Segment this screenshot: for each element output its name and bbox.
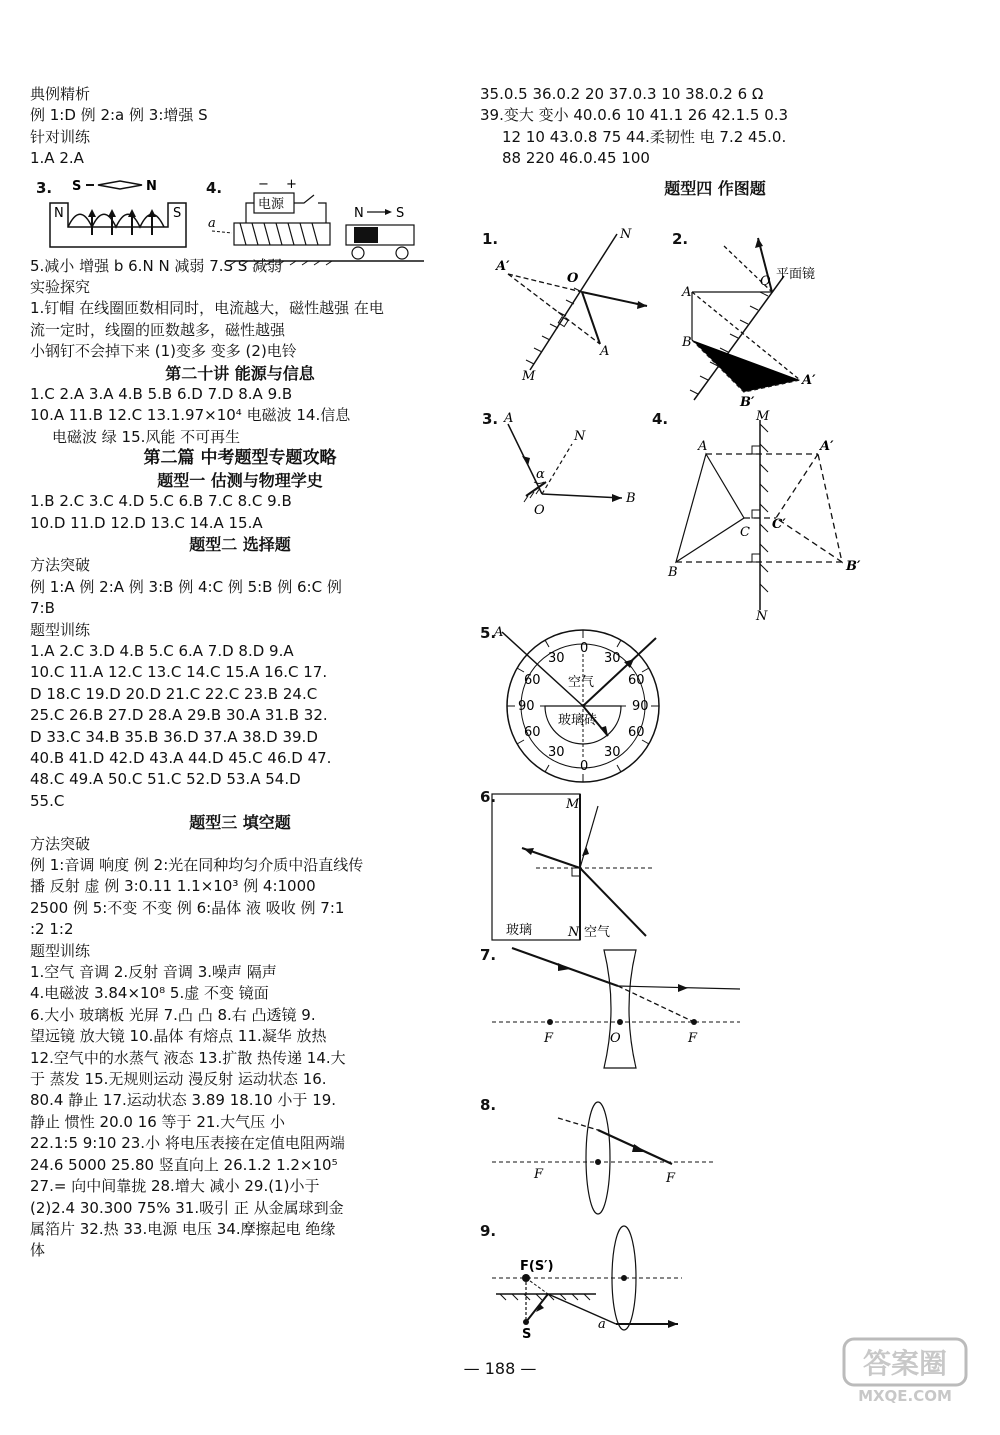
label-o2: O [760,274,771,289]
answer-line: 针对训练 [30,127,91,146]
deg-0-top: 0 [580,641,589,656]
answer-line: 1.空气 音调 2.反射 音调 3.噪声 隔声 [30,963,277,982]
answer-line: 39.变大 变小 40.0.6 10 41.1 26 42.1.5 0.3 [480,106,789,125]
figure-label: 4. [206,179,223,197]
answer-line: 6.大小 玻璃板 光屏 7.凸 凸 8.右 凸透镜 9. [30,1005,316,1024]
figure-label: 3. [36,179,53,197]
label-a: A [600,344,610,359]
figure-r9-lens-mirror [478,1220,708,1350]
point-a: a [208,216,216,231]
answer-line: 10.D 11.D 12.D 13.C 14.A 15.A [30,513,263,532]
section-heading: 题型四 作图题 [664,178,766,198]
label-b-prime4: B′ [846,559,861,574]
glass-label: 玻璃 [506,923,533,938]
section-heading: 题型二 选择题 [189,534,291,554]
answer-line: 例 1:A 例 2:A 例 3:B 例 4:C 例 5:B 例 6:C 例 [30,577,342,596]
answer-line: 播 反射 虚 例 3:0.11 1.1×10³ 例 4:1000 [30,877,316,896]
answer-line: 体 [30,1241,46,1260]
answer-line: 40.B 41.D 42.D 43.A 44.D 45.C 46.D 47. [30,748,332,767]
deg-60-tr: 60 [628,673,645,688]
air-label5: 空气 [568,675,595,690]
figure-4-solenoid-cart [206,175,426,275]
label-a-prime4: A′ [820,439,834,454]
label-f7-left: F [544,1031,554,1046]
answer-line: 实验探究 [30,278,91,297]
cart-n: N [354,206,364,221]
answer-line: 1.A 2.C 3.D 4.B 5.C 6.A 7.D 8.D 9.A [30,641,294,660]
figure-label: 8. [480,1096,497,1114]
answer-line: 典例精析 [30,85,91,103]
answer-line: 22.1:5 9:10 23.小 将电压表接在定值电阻两端 [30,1134,345,1153]
answer-line: 属箔片 32.热 33.电源 电压 34.摩擦起电 绝缘 [30,1219,336,1238]
glass-brick-label: 玻璃砖 [558,713,598,728]
minus-sign: − [258,177,269,192]
deg-30-bl: 30 [548,745,565,760]
page-number: — 188 — [463,1359,537,1378]
answer-line: 48.C 49.A 50.C 51.C 52.D 53.A 54.D [30,770,301,789]
label-b3: B [626,491,636,506]
deg-90-l: 90 [518,699,535,714]
figure-label: 2. [672,230,689,248]
answer-line: D 33.C 34.B 35.B 36.D 37.A 38.D 39.D [30,727,318,746]
answer-line: 望远镜 放大镜 10.晶体 有熔点 11.凝华 放热 [30,1027,327,1046]
label-m4: M [756,409,770,424]
label-o3: O [534,503,545,518]
label-a2: A [682,285,692,300]
answer-line: 4.电磁波 3.84×10⁸ 5.虚 不变 镜面 [30,984,269,1003]
answer-line: 例 1:D 例 2:a 例 3:增强 S [30,106,208,125]
label-b2: B [682,335,692,350]
answer-line: 2500 例 5:不变 不变 例 6:晶体 液 吸收 例 7:1 [30,898,345,917]
section-heading: 题型一 估测与物理学史 [157,470,323,490]
answer-line: :2 1:2 [30,920,74,939]
answer-line: 55.C [30,791,65,810]
answer-line: 5.减小 增强 b 6.N N 减弱 7.S S 减弱 [30,256,283,275]
figure-r7-concave-lens [478,944,748,1084]
label-a-prime: A′ [496,259,510,274]
deg-0-bottom: 0 [580,759,589,774]
watermark-top: 答案圈 [862,1347,948,1380]
answer-line: 例 1:音调 响度 例 2:光在同种均匀介质中沿直线传 [30,856,364,874]
label-o7: O [610,1031,621,1046]
answer-line: 方法突破 [30,556,91,575]
label-a4: A [698,439,708,454]
label-o: O [567,271,579,286]
right-column [480,84,950,199]
pole-s-small: S [173,206,182,221]
figure-r2-plane-mirror [672,230,842,410]
pole-n: N [146,179,157,194]
label-a-prime2: A′ [802,373,816,388]
answer-line: 题型训练 [30,620,91,639]
label-a9: a [598,1317,606,1332]
label-n4: N [756,609,768,624]
label-f7-right: F [688,1031,698,1046]
answer-line: 12 10 43.0.8 75 44.柔韧性 电 7.2 45.0. [502,127,787,146]
deg-60-tl: 60 [524,673,541,688]
answer-line: (2)2.4 30.300 75% 31.吸引 正 从金属球到金 [30,1198,344,1217]
answer-line [480,170,950,178]
label-a5: A [494,625,504,640]
label-s9: S [522,1327,532,1342]
answer-line: 1.A 2.A [30,149,84,168]
answer-line: 静止 惯性 20.0 16 等于 21.大气压 小 [30,1112,285,1131]
section-heading: 第二十讲 能源与信息 [165,363,315,383]
figure-r5-protractor-refraction [478,624,678,794]
label-a3: A [504,411,514,426]
answer-line: 题型训练 [30,941,91,960]
deg-30-tl: 30 [548,651,565,666]
watermark-logo [840,1335,970,1405]
figure-label: 6. [480,788,497,806]
answer-line: 方法突破 [30,834,91,853]
plus-sign: + [286,177,297,192]
answer-line: 88 220 46.0.45 100 [502,149,650,168]
figure-label: 5. [480,624,497,642]
answer-line: 1.B 2.C 3.C 4.D 5.C 6.B 7.C 8.C 9.B [30,492,292,511]
deg-30-tr: 30 [604,651,621,666]
answer-line: 12.空气中的水蒸气 液态 13.扩散 热传递 14.大 [30,1048,346,1067]
label-c-prime4: C′ [772,517,786,532]
label-m6: M [566,797,580,812]
answer-line: 35.0.5 36.0.2 20 37.0.3 10 38.0.2 6 Ω [480,85,764,103]
figure-r4-mirror-image [652,409,862,624]
watermark-bottom: MXQE.COM [858,1387,952,1405]
label-f8-left: F [534,1167,544,1182]
air-label6: 空气 [584,925,611,940]
section-heading: 第二篇 中考题型专题攻略 [143,448,337,469]
figure-r8-convex-lens [478,1094,728,1214]
figure-label: 1. [482,230,499,248]
label-b-prime2: B′ [740,395,755,410]
answer-line: 27.= 向中间靠拢 28.增大 减小 29.(1)小于 [30,1177,320,1196]
figure-r3-reflection-angle [482,410,652,530]
figure-label: 9. [480,1222,497,1240]
label-n: N [620,227,632,242]
plane-mirror-label: 平面镜 [776,267,816,282]
answer-line: 7:B [30,599,55,618]
deg-30-br: 30 [604,745,621,760]
cart-s: S [396,206,405,221]
label-f8-right: F [666,1171,676,1186]
deg-60-br: 60 [628,725,645,740]
figure-label: 7. [480,946,497,964]
figure-r1-mirror-reflection [482,227,662,384]
figure-3-electromagnet [36,175,196,255]
answer-line: 小钢钉不会掉下来 (1)变多 变多 (2)电铃 [30,342,297,361]
answer-line: 于 蒸发 15.无规则运动 漫反射 运动状态 16. [30,1070,327,1089]
label-alpha: α [536,467,545,482]
figure-label: 3. [482,410,499,428]
label-c4: C [740,525,750,540]
answer-line: 10.C 11.A 12.C 13.C 14.C 15.A 16.C 17. [30,663,328,682]
deg-60-bl: 60 [524,725,541,740]
answer-line: 1.钉帽 在线圈匝数相同时，电流越大，磁性越强 在电 [30,299,384,318]
answer-line: D 18.C 19.D 20.D 21.C 22.C 23.B 24.C [30,684,318,703]
answer-line: 25.C 26.B 27.D 28.A 29.B 30.A 31.B 32. [30,706,328,725]
section-heading: 题型三 填空题 [189,813,291,833]
power-label: 电源 [258,197,285,212]
answer-line: 10.A 11.B 12.C 13.1.97×10⁴ 电磁波 14.信息 [30,406,351,425]
label-fs: F(S′) [520,1259,554,1274]
answer-line: 1.C 2.A 3.A 4.B 5.B 6.D 7.D 8.A 9.B [30,385,293,404]
label-m: M [522,369,536,384]
deg-90-r: 90 [632,699,649,714]
label-b4: B [668,565,678,580]
answer-line: 电磁波 绿 15.风能 不可再生 [52,427,241,446]
answer-line: 80.4 静止 17.运动状态 3.89 18.10 小于 19. [30,1091,337,1110]
pole-n-small: N [54,206,64,221]
pole-s: S [72,179,82,194]
figure-label: 4. [652,410,669,428]
figure-r6-glass-refraction [478,786,668,946]
answer-line: 流一定时，线圈的匝数越多，磁性越强 [30,320,286,339]
label-n3: N [574,429,586,444]
answer-line: 24.6 5000 25.80 竖直向上 26.1.2 1.2×10⁵ [30,1155,338,1174]
label-n6: N [568,925,580,940]
